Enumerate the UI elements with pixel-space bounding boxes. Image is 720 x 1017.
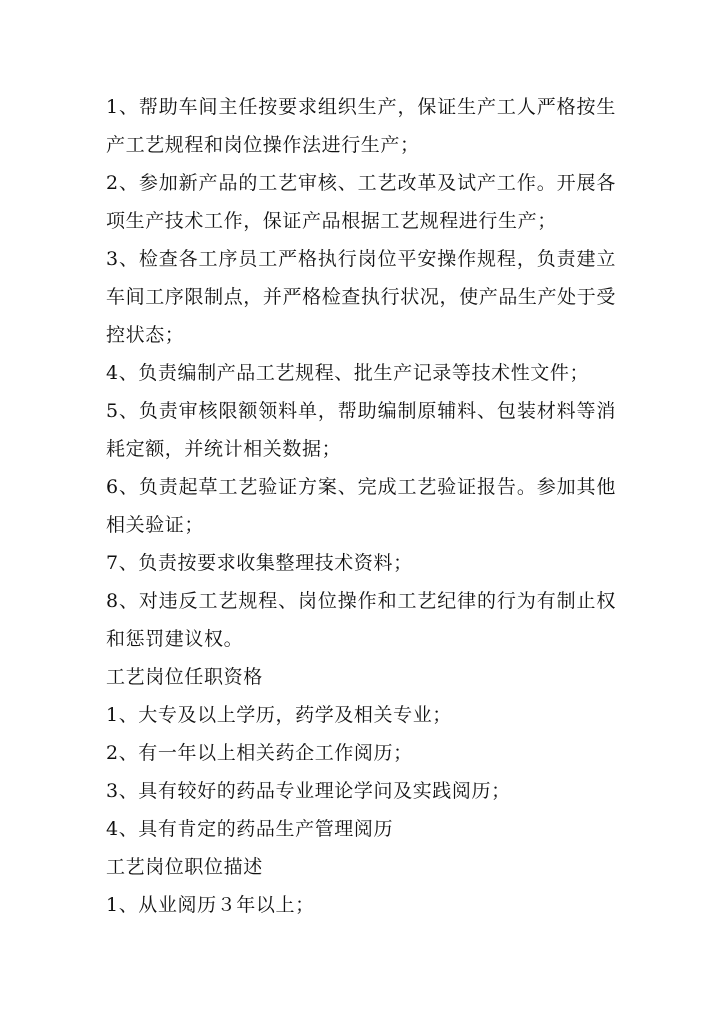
duty-item-8: 8、对违反工艺规程、岗位操作和工艺纪律的行为有制止权和惩罚建议权。 bbox=[106, 590, 616, 650]
duty-item-6: 6、负责起草工艺验证方案、完成工艺验证报告。参加其他相关验证； bbox=[106, 476, 616, 536]
duty-item-2: 2、参加新产品的工艺审核、工艺改革及试产工作。开展各项生产技术工作，保证产品根据工艺规程进行生产； bbox=[106, 172, 616, 232]
qualification-item-2: 2、有一年以上相关药企工作阅历； bbox=[106, 742, 413, 764]
duty-item-4: 4、负责编制产品工艺规程、批生产记录等技术性文件； bbox=[106, 362, 590, 384]
qualification-item-1: 1、大专及以上学历，药学及相关专业； bbox=[106, 704, 452, 726]
duty-item-7: 7、负责按要求收集整理技术资料； bbox=[106, 552, 413, 574]
document-page bbox=[106, 88, 616, 924]
qualification-item-3: 3、具有较好的药品专业理论学问及实践阅历； bbox=[106, 780, 511, 802]
description-item-1: 1、从业阅历３年以上； bbox=[106, 894, 315, 916]
qualification-item-4: 4、具有肯定的药品生产管理阅历 bbox=[106, 818, 394, 840]
duty-item-5: 5、负责审核限额领料单，帮助编制原辅料、包装材料等消耗定额，并统计相关数据； bbox=[106, 400, 616, 460]
duty-item-1: 1、帮助车间主任按要求组织生产，保证生产工人严格按生产工艺规程和岗位操作法进行生产； bbox=[106, 96, 616, 156]
qualifications-heading: 工艺岗位任职资格 bbox=[106, 666, 263, 688]
description-heading: 工艺岗位职位描述 bbox=[106, 856, 263, 878]
duty-item-3: 3、检查各工序员工严格执行岗位平安操作规程，负责建立车间工序限制点，并严格检查执行状况，使产品生产处于受控状态； bbox=[106, 248, 616, 346]
